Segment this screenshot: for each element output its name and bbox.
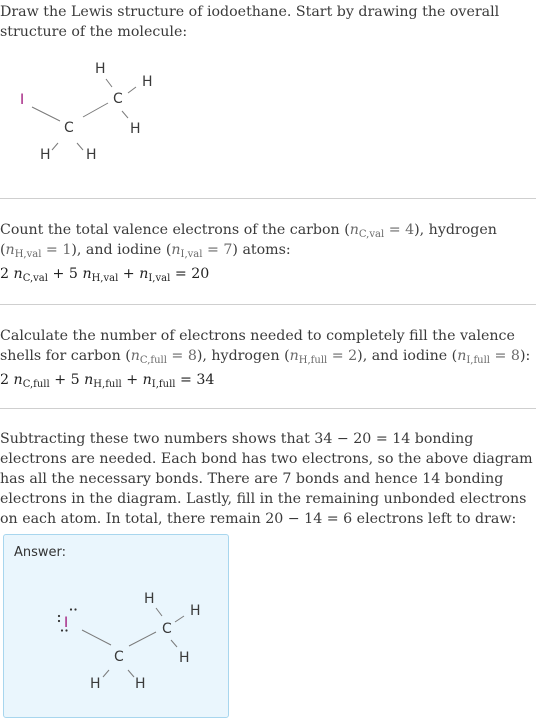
intro-section <box>0 2 536 42</box>
intro-text: Draw the Lewis structure of iodoethane. Start by drawing the overall structure of the molecule: <box>0 4 500 40</box>
lone-pair-bottom-a <box>61 629 63 631</box>
lone-pair-top-a <box>70 608 72 610</box>
atom-carbon-2: C <box>162 621 172 637</box>
atom-hydrogen-bottom-left: H <box>40 147 51 163</box>
atom-hydrogen-right: H <box>190 603 201 619</box>
atom-hydrogen-lower-right: H <box>179 650 190 666</box>
bond-c1-h-right <box>77 143 83 150</box>
answer-box <box>3 534 229 718</box>
skeleton-structure-diagram <box>0 55 200 170</box>
valence-section <box>0 220 536 284</box>
bond-c2-h-bottom <box>171 640 177 647</box>
bond-c2-h-top <box>106 79 112 87</box>
subtract-section <box>0 429 536 529</box>
atom-hydrogen-bottom-left: H <box>90 676 101 692</box>
valence-text: Count the total valence electrons of the carbon $(n_{C,val} = 4)$, hydrogen $(n_{H,val} = 1)$, and iodine $(n_{I,val} = 7)$ atoms: <box>0 222 497 260</box>
atom-hydrogen-bottom-right: H <box>135 676 146 692</box>
bond-c1-h-left <box>103 670 109 677</box>
lewis-structure-diagram <box>44 585 224 700</box>
divider-2 <box>0 304 536 305</box>
lone-pair-left-a <box>58 615 60 617</box>
bond-c1-c2 <box>83 103 108 117</box>
atom-hydrogen-top: H <box>95 61 106 77</box>
atom-hydrogen-right: H <box>142 74 153 90</box>
lone-pair-left-b <box>58 620 60 622</box>
atom-carbon-2: C <box>113 91 123 107</box>
bond-i-c1 <box>32 107 60 121</box>
atom-carbon-1: C <box>64 120 74 136</box>
atom-hydrogen-bottom-right: H <box>86 147 97 163</box>
bond-c2-h-right <box>175 616 184 622</box>
divider-3 <box>0 408 536 409</box>
atom-hydrogen-lower-right: H <box>130 121 141 137</box>
valence-equation: 2 $n_{C,val} + 5$ $n_{H,val} + n_{I,val} = 20$ <box>0 266 210 284</box>
divider-1 <box>0 198 536 199</box>
bond-i-c1 <box>82 630 111 645</box>
subtract-text: Subtracting these two numbers shows that 34 − 20 = 14 bonding electrons are needed. Each bond has two electrons, so the above diagram has all the necessary bonds. There are 7 bonds and hence 14 bonding electrons in the diagram. Lastly, fill in the remaining unbonded electrons on each atom. In total, there remain 20 − 14 = 6 electrons left to draw: <box>0 431 533 527</box>
bond-c2-h-top <box>156 608 162 616</box>
atom-iodine: I <box>64 615 69 631</box>
full-shell-equation: 2 $n_{C,full} + 5$ $n_{H,full} + n_{I,full} = 34$ <box>0 372 215 390</box>
bond-c2-h-bottom <box>122 111 128 118</box>
atom-hydrogen-top: H <box>144 591 155 607</box>
full-shell-section <box>0 326 536 390</box>
bond-c2-h-right <box>128 87 136 93</box>
bond-c1-h-right <box>128 670 134 677</box>
atom-carbon-1: C <box>114 649 124 665</box>
lone-pair-top-b <box>74 608 76 610</box>
full-shell-text: Calculate the number of electrons needed to completely fill the valence shells for carbon $(n_{C,full} = 8)$, hydrogen $(n_{H,full} = 2)$, and iodine $(n_{I,full} = 8)$: <box>0 328 531 366</box>
bond-c1-c2 <box>129 632 156 646</box>
atom-iodine: I <box>20 92 25 108</box>
bond-c1-h-left <box>52 143 58 150</box>
answer-label: Answer: <box>14 545 67 560</box>
